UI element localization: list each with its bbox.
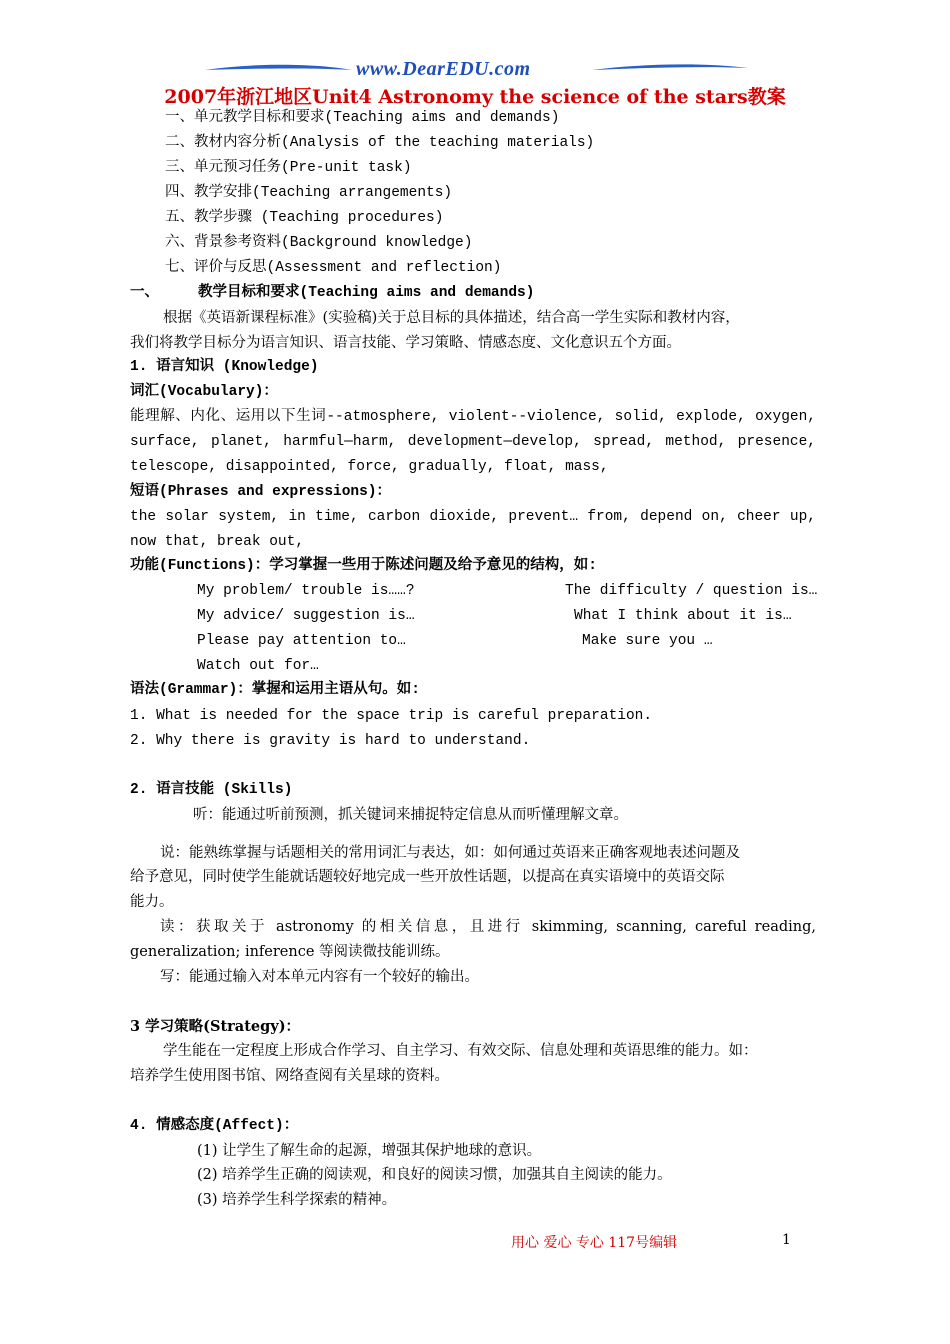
grammar-heading: 语法(Grammar)：掌握和运用主语从句。如: xyxy=(130,682,421,698)
section-heading: 教学目标和要求(Teaching aims and demands) xyxy=(198,285,535,301)
functions-heading: 功能(Functions)：学习掌握一些用于陈述问题及给予意见的结构，如: xyxy=(130,558,597,574)
intro-paragraph-line: 我们将教学目标分为语言知识、语言技能、学习策略、情感态度、文化意识五个方面。 xyxy=(130,335,681,351)
grammar-example: 1. What is needed for the space trip is careful preparation. xyxy=(130,708,653,724)
vocab-line: surface, planet, harmful—harm, development—develop, spread, method, presence, xyxy=(130,434,816,450)
vocab-line: telescope, disappointed, force, gradually, float, mass, xyxy=(130,459,609,475)
toc-item: 四、教学安排(Teaching arrangements) xyxy=(165,185,453,201)
intro-paragraph-line: 根据《英语新课程标准》(实验稿)关于总目标的具体描述，结合高一学生实际和教材内容， xyxy=(163,310,740,326)
function-example: What I think about it is… xyxy=(574,608,792,624)
function-example: Please pay attention to… xyxy=(197,633,406,649)
phrases-heading: 短语(Phrases and expressions)： xyxy=(130,484,392,500)
affect-item: (1) 让学生了解生命的起源，增强其保护地球的意识。 xyxy=(197,1143,542,1159)
strategy-line: 培养学生使用图书馆、网络查阅有关星球的资料。 xyxy=(130,1068,449,1084)
function-example: Watch out for… xyxy=(197,658,319,674)
toc-item: 二、教材内容分析(Analysis of the teaching materials) xyxy=(165,135,595,151)
skill-speaking-line: 说：能熟练掌握与话题相关的常用词汇与表达，如：如何通过英语来正确客观地表述问题及 xyxy=(160,845,740,861)
skill-speaking-line: 给予意见，同时使学生能就话题较好地完成一些开放性话题，以提高在真实语境中的英语交际 xyxy=(130,869,725,885)
toc-item: 一、单元教学目标和要求(Teaching aims and demands) xyxy=(165,110,560,126)
phrases-line: the solar system, in time, carbon dioxide, prevent… from, depend on, cheer up, xyxy=(130,509,816,525)
toc-item: 三、单元预习任务(Pre-unit task) xyxy=(165,160,412,176)
phrases-line: now that, break out, xyxy=(130,534,305,550)
page-number: 1 xyxy=(782,1232,791,1248)
function-example: Make sure you … xyxy=(582,633,713,649)
footer-slogan: 用心 爱心 专心 117号编辑 xyxy=(511,1235,678,1251)
skill-speaking-line: 能力。 xyxy=(130,894,174,910)
toc-item: 五、教学步骤 (Teaching procedures) xyxy=(165,210,444,226)
function-example: My advice/ suggestion is… xyxy=(197,608,415,624)
vocab-heading: 词汇(Vocabulary)： xyxy=(130,384,278,400)
strategy-line: 学生能在一定程度上形成合作学习、自主学习、有效交际、信息处理和英语思维的能力。如： xyxy=(163,1043,758,1059)
toc-item: 七、评价与反思(Assessment and reflection) xyxy=(165,260,502,276)
skill-reading-line: generalization; inference 等阅读微技能训练。 xyxy=(130,944,450,960)
vocab-line: 能理解、内化、运用以下生词--atmosphere, violent--violence, solid, explode, oxygen, xyxy=(130,409,816,425)
subsection-heading: 2. 语言技能 (Skills) xyxy=(130,782,293,798)
subsection-heading: 4. 情感态度(Affect)： xyxy=(130,1118,299,1134)
grammar-example: 2. Why there is gravity is hard to understand. xyxy=(130,733,531,749)
affect-item: (3) 培养学生科学探索的精神。 xyxy=(197,1192,397,1208)
subsection-heading: 3 学习策略(Strategy)： xyxy=(130,1018,301,1035)
function-example: The difficulty / question is… xyxy=(565,583,818,599)
skill-listening: 听：能通过听前预测，抓关键词来捕捉特定信息从而听懂理解文章。 xyxy=(193,807,628,823)
toc-item: 六、背景参考资料(Background knowledge) xyxy=(165,235,473,251)
section-number: 一、 xyxy=(130,285,159,301)
skill-reading-line: 读：获取关于 astronomy 的相关信息，且进行 skimming, scanning, careful reading, xyxy=(160,919,816,935)
skill-writing: 写：能通过输入对本单元内容有一个较好的输出。 xyxy=(160,969,479,985)
affect-item: (2) 培养学生正确的阅读观，和良好的阅读习惯，加强其自主阅读的能力。 xyxy=(197,1167,672,1183)
site-logo[interactable]: www.DearEDU.com xyxy=(356,58,531,80)
subsection-heading: 1. 语言知识 (Knowledge) xyxy=(130,359,319,375)
document-title: 2007年浙江地区Unit4 Astronomy the science of the stars教案 xyxy=(164,86,786,108)
function-example: My problem/ trouble is……? xyxy=(197,583,415,599)
